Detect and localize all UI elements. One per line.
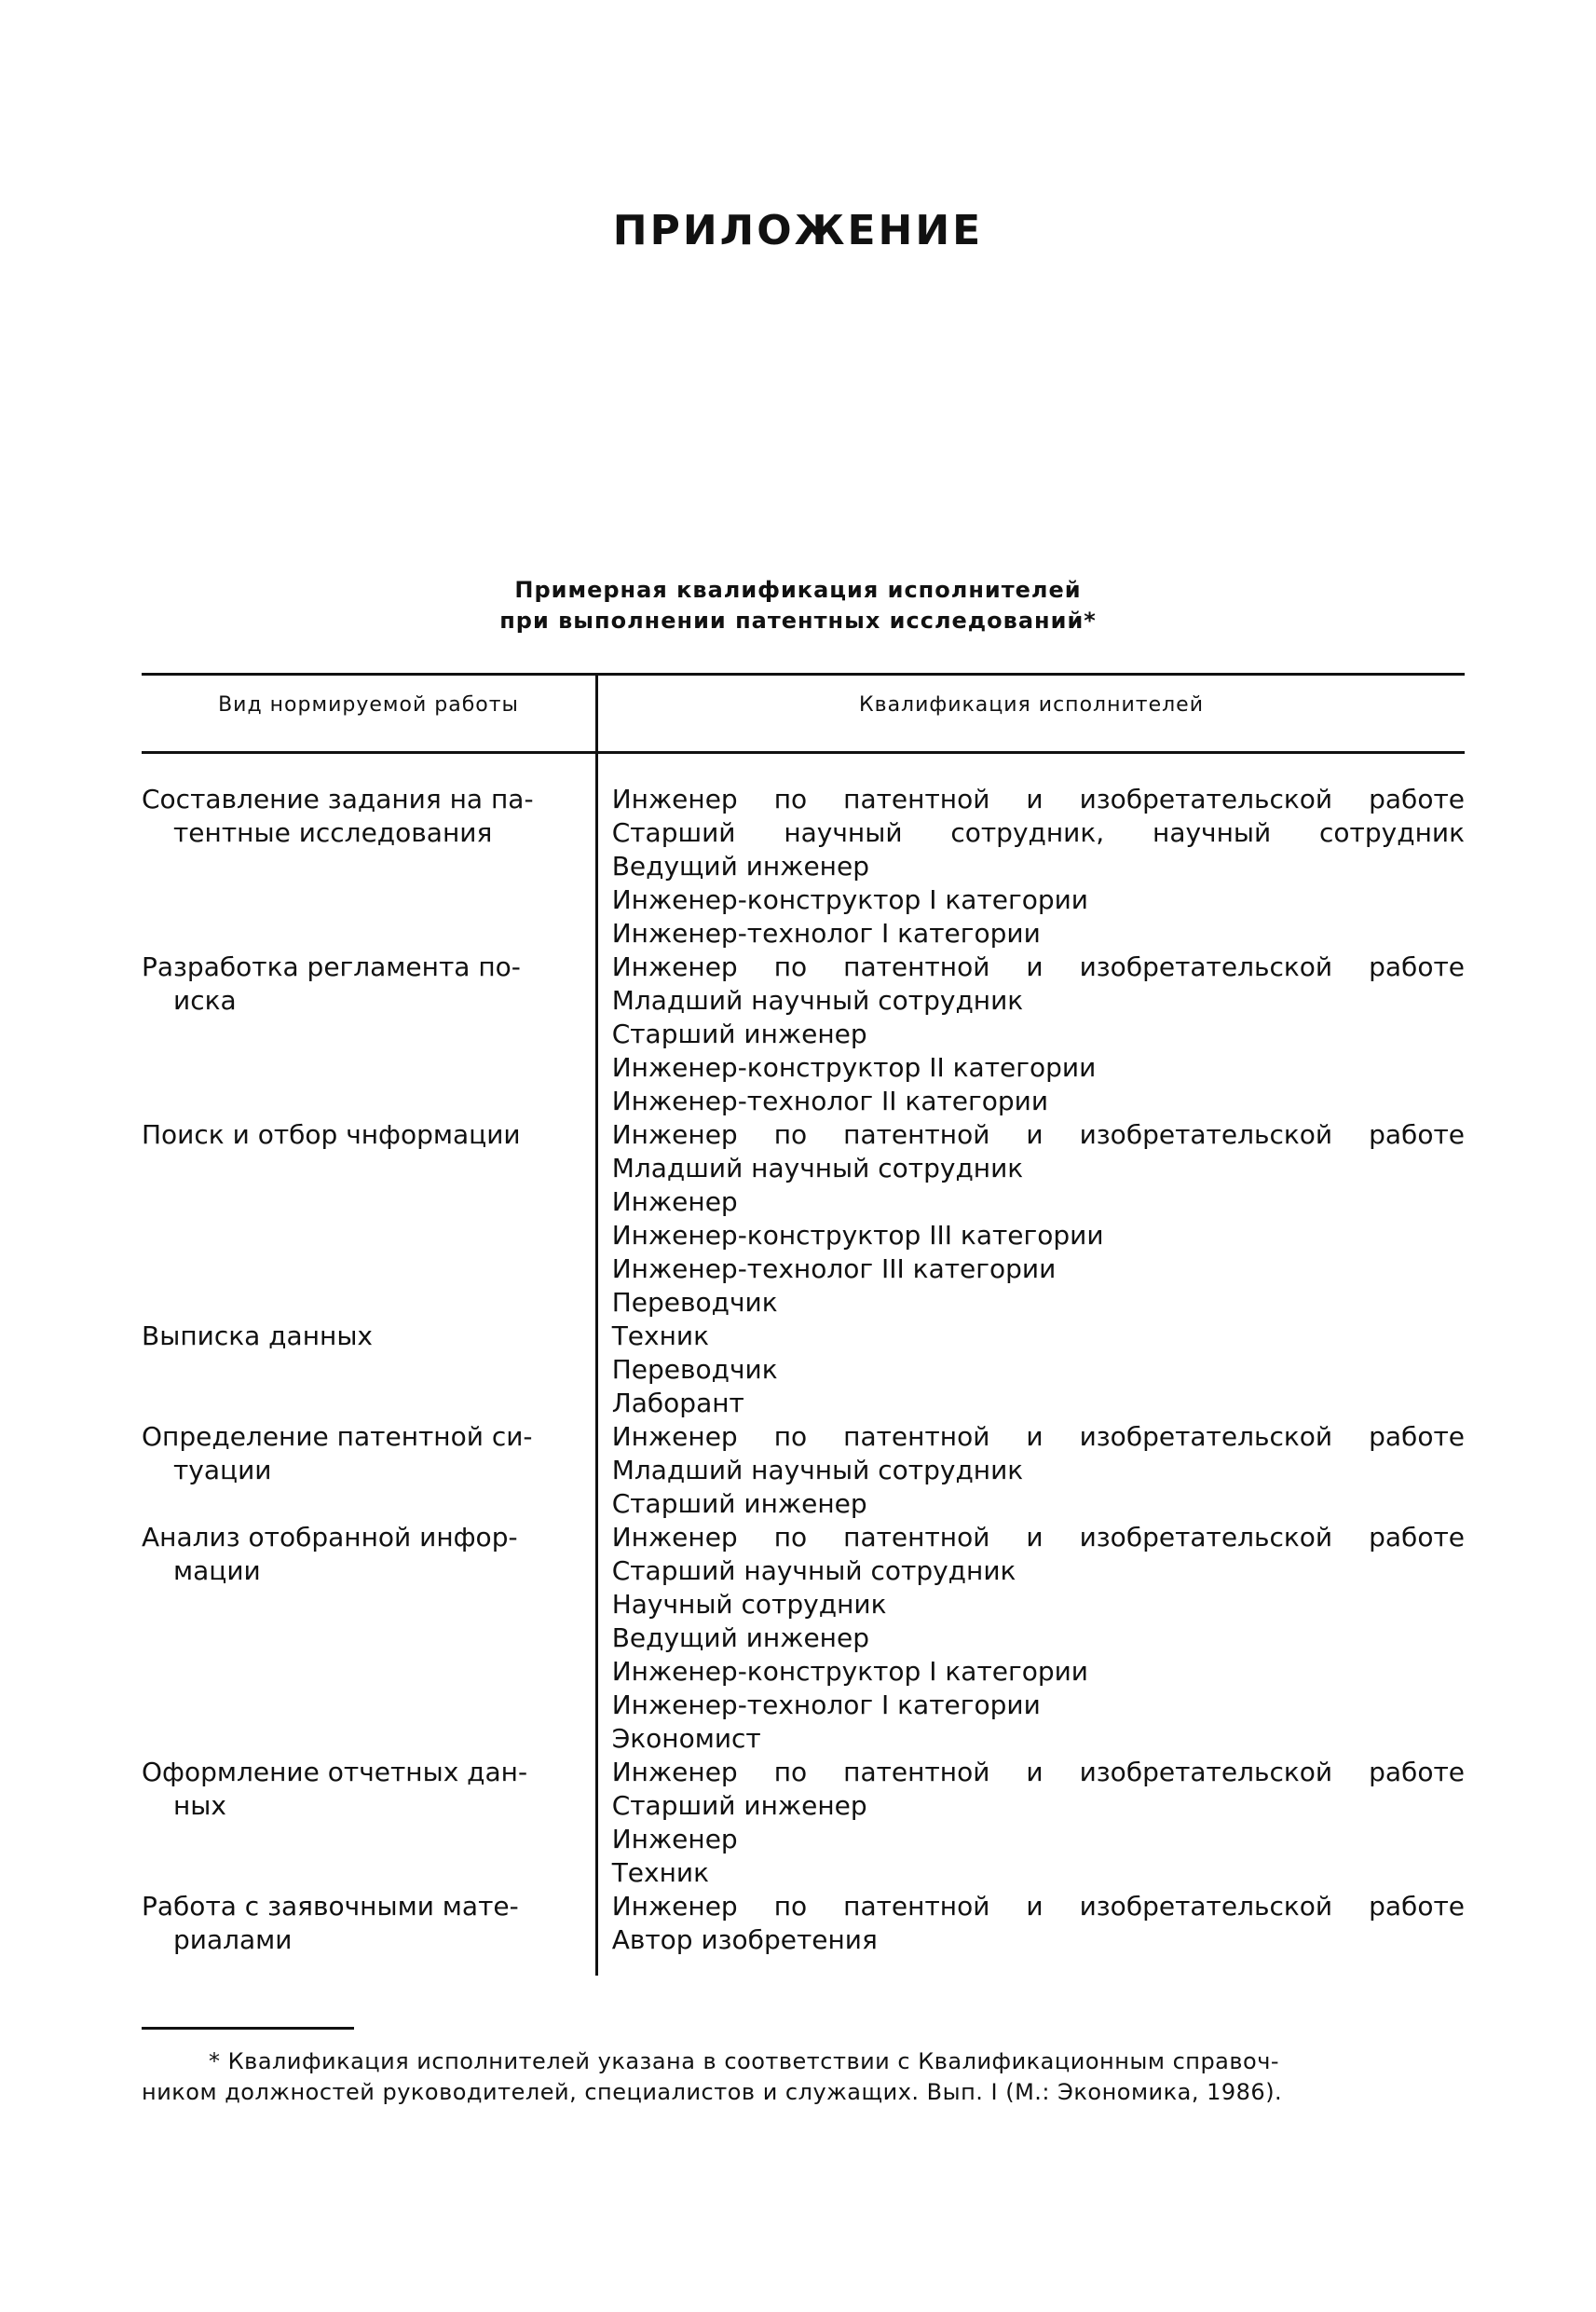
qualification-cell — [612, 1890, 1465, 1957]
footnote — [142, 2046, 1465, 2108]
qualification-item: Старший научный сотрудник, научный сотрудник — [611, 817, 1465, 848]
qualification-item: Инженер по патентной и изобретательской работе — [611, 784, 1465, 814]
qualification-item: Инженер по патентной и изобретательской работе — [611, 1757, 1465, 1787]
qualification-item: Инженер по патентной и изобретательской работе — [611, 1522, 1465, 1553]
qualification-item: Инженер по патентной и изобретательской работе — [611, 1891, 1465, 1922]
work-type-cell — [142, 1420, 593, 1521]
qualification-item: Инженер по патентной и изобретательской работе — [611, 1119, 1465, 1150]
qualification-item: Ведущий инженер — [611, 851, 869, 882]
qualification-item: Старший инженер — [611, 1019, 867, 1049]
qualification-item: Старший научный сотрудник — [611, 1555, 1016, 1586]
work-type-line: Работа с заявочными мате- — [142, 1891, 519, 1922]
qualification-item: Инженер-конструктор II категории — [611, 1052, 1097, 1083]
table-caption — [0, 575, 1596, 636]
qualification-item: Инженер — [611, 1824, 738, 1854]
qualification-item: Техник — [611, 1320, 710, 1351]
table-row — [142, 1890, 1465, 1957]
qualification-item: Инженер-технолог II категории — [611, 1086, 1049, 1116]
qualification-item: Автор изобретения — [611, 1924, 878, 1955]
table-row — [142, 1118, 1465, 1320]
table-row — [142, 1756, 1465, 1890]
work-type-line: риалами — [173, 1924, 293, 1955]
work-type-cell — [142, 951, 593, 1118]
qualification-item: Инженер-конструктор III категории — [611, 1220, 1104, 1251]
page-title: ПРИЛОЖЕНИЕ — [612, 207, 984, 254]
qualification-item: Инженер-технолог I категории — [611, 1690, 1041, 1720]
qualification-item: Экономист — [611, 1723, 761, 1754]
qualification-item: Инженер по патентной и изобретательской работе — [611, 951, 1465, 982]
qualification-table — [142, 673, 1465, 1976]
qualification-cell — [612, 1420, 1465, 1521]
qualification-cell — [612, 1118, 1465, 1320]
qualification-item: Ведущий инженер — [611, 1622, 869, 1653]
qualification-item: Инженер — [611, 1186, 738, 1217]
qualification-item: Переводчик — [611, 1287, 778, 1318]
work-type-line: ных — [173, 1790, 226, 1821]
caption-line-1: Примерная квалификация исполнителей — [514, 577, 1082, 603]
qualification-item: Инженер-технолог I категории — [611, 918, 1041, 949]
work-type-cell — [142, 783, 593, 951]
qualification-item: Старший инженер — [611, 1488, 867, 1519]
work-type-cell — [142, 1521, 593, 1756]
qualification-item: Инженер-конструктор I категории — [611, 1656, 1089, 1687]
table-row — [142, 1521, 1465, 1756]
qualification-cell — [612, 783, 1465, 951]
qualification-item: Техник — [611, 1857, 710, 1888]
work-type-line: Выписка данных — [142, 1320, 373, 1351]
work-type-line: Составление задания на па- — [142, 784, 534, 814]
work-type-cell — [142, 1756, 593, 1890]
work-type-line: тентные исследования — [173, 817, 493, 848]
qualification-cell — [612, 1320, 1465, 1420]
qualification-cell — [612, 1756, 1465, 1890]
table-row — [142, 1420, 1465, 1521]
footnote-line-2: ником должностей руководителей, специалистов и служащих. Вып. I (М.: Экономика, 1986). — [142, 2079, 1283, 2105]
footnote-line-1: * Квалификация исполнителей указана в соответствии с Квалификационным справоч- — [209, 2048, 1280, 2074]
work-type-cell — [142, 1320, 593, 1420]
qualification-item: Младший научный сотрудник — [611, 1455, 1024, 1485]
qualification-cell — [612, 1521, 1465, 1756]
qualification-item: Младший научный сотрудник — [611, 985, 1024, 1016]
table-row — [142, 951, 1465, 1118]
qualification-item: Научный сотрудник — [611, 1589, 887, 1620]
qualification-item: Инженер-технолог III категории — [611, 1253, 1057, 1284]
table-body — [142, 783, 1465, 1957]
caption-line-2: при выполнении патентных исследований* — [499, 608, 1097, 634]
work-type-line: Оформление отчетных дан- — [142, 1757, 528, 1787]
table-top-rule — [142, 673, 1465, 676]
qualification-item: Инженер по патентной и изобретательской работе — [611, 1421, 1465, 1452]
work-type-cell — [142, 1118, 593, 1320]
work-type-cell — [142, 1890, 593, 1957]
footnote-rule — [142, 2027, 354, 2030]
qualification-cell — [612, 951, 1465, 1118]
qualification-item: Переводчик — [611, 1354, 778, 1385]
work-type-line: Анализ отобранной инфор- — [142, 1522, 518, 1553]
header-qualification: Квалификация исполнителей — [858, 693, 1205, 717]
work-type-line: туации — [173, 1455, 272, 1485]
qualification-item: Младший научный сотрудник — [611, 1153, 1024, 1183]
table-header-rule — [142, 751, 1465, 754]
work-type-line: Поиск и отбор чнформации — [142, 1119, 521, 1150]
work-type-line: Разработка регламента по- — [142, 951, 521, 982]
work-type-line: Определение патентной си- — [142, 1421, 533, 1452]
table-row — [142, 783, 1465, 951]
qualification-item: Инженер-конструктор I категории — [611, 884, 1089, 915]
work-type-line: мации — [173, 1555, 261, 1586]
table-row — [142, 1320, 1465, 1420]
work-type-line: иска — [173, 985, 237, 1016]
header-work-type: Вид нормируемой работы — [218, 693, 519, 717]
qualification-item: Старший инженер — [611, 1790, 867, 1821]
qualification-item: Лаборант — [611, 1388, 744, 1418]
